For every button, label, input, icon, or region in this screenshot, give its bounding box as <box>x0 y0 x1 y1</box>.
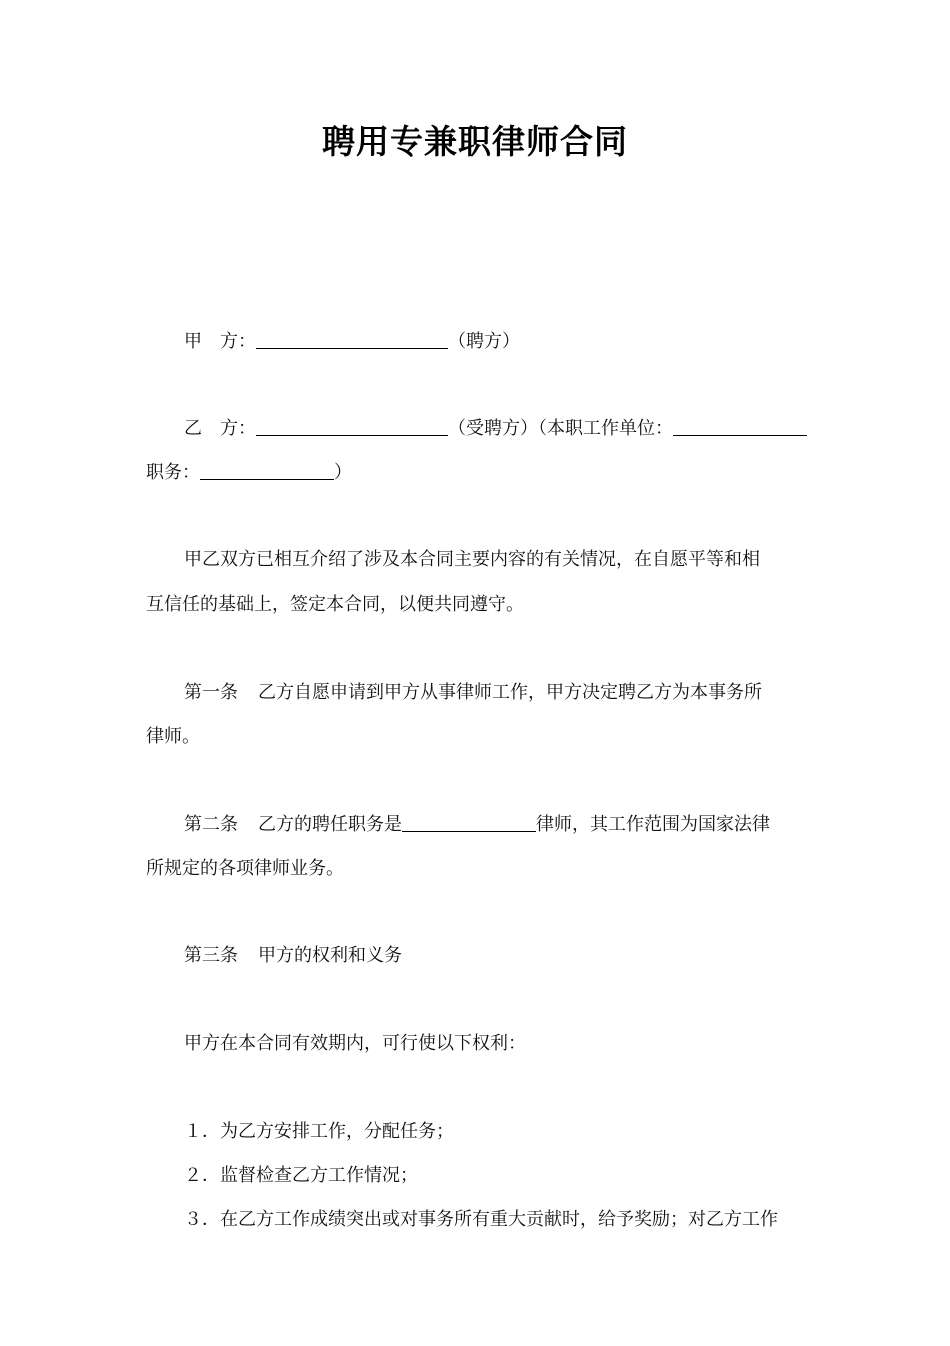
rights-intro: 甲方在本合同有效期内，可行使以下权利： <box>184 1033 526 1054</box>
article1-heading: 第一条 <box>184 682 238 703</box>
article3-line <box>184 944 402 968</box>
article2-position-blank[interactable] <box>402 813 536 832</box>
preamble-line1: 甲乙双方已相互介绍了涉及本合同主要内容的有关情况，在自愿平等和相 <box>184 549 760 570</box>
party-a-label: 甲 方： <box>184 331 256 352</box>
party-b-label: 乙 方： <box>184 418 256 439</box>
party-b-suffix: （受聘方）（本职工作单位： <box>448 418 673 439</box>
party-b-employer-blank[interactable] <box>673 417 807 436</box>
article3-text: 甲方的权利和义务 <box>258 945 402 966</box>
party-a-blank[interactable] <box>256 330 448 349</box>
rights-item-2: ２．监督检查乙方工作情况； <box>184 1165 418 1186</box>
rights-item-3: ３．在乙方工作成绩突出或对事务所有重大贡献时，给予奖励；对乙方工作 <box>184 1209 778 1230</box>
article1-text: 乙方自愿申请到甲方从事律师工作，甲方决定聘乙方为本事务所 <box>258 682 762 703</box>
article2-text-a: 乙方的聘任职务是 <box>258 814 402 835</box>
article3-heading: 第三条 <box>184 945 238 966</box>
party-b-position-blank[interactable] <box>200 461 334 480</box>
party-a-suffix: （聘方） <box>448 331 520 352</box>
article2-line1 <box>184 813 770 837</box>
article1-line1 <box>184 681 762 705</box>
party-a-line <box>184 330 520 354</box>
party-b-blank[interactable] <box>256 417 448 436</box>
party-b-position-label: 职务： <box>146 462 200 483</box>
party-b-line2 <box>146 461 352 485</box>
article2-text-b: 律师，其工作范围为国家法律 <box>536 814 770 835</box>
party-b-line <box>184 417 807 441</box>
article2-heading: 第二条 <box>184 814 238 835</box>
rights-item-1: １．为乙方安排工作，分配任务； <box>184 1121 454 1142</box>
document-title: 聘用专兼职律师合同 <box>322 122 628 161</box>
article1-line2: 律师。 <box>146 726 200 747</box>
preamble-line2: 互信任的基础上，签定本合同，以便共同遵守。 <box>146 594 524 615</box>
party-b-position-suffix: ） <box>334 462 352 483</box>
article2-line2: 所规定的各项律师业务。 <box>146 858 344 879</box>
